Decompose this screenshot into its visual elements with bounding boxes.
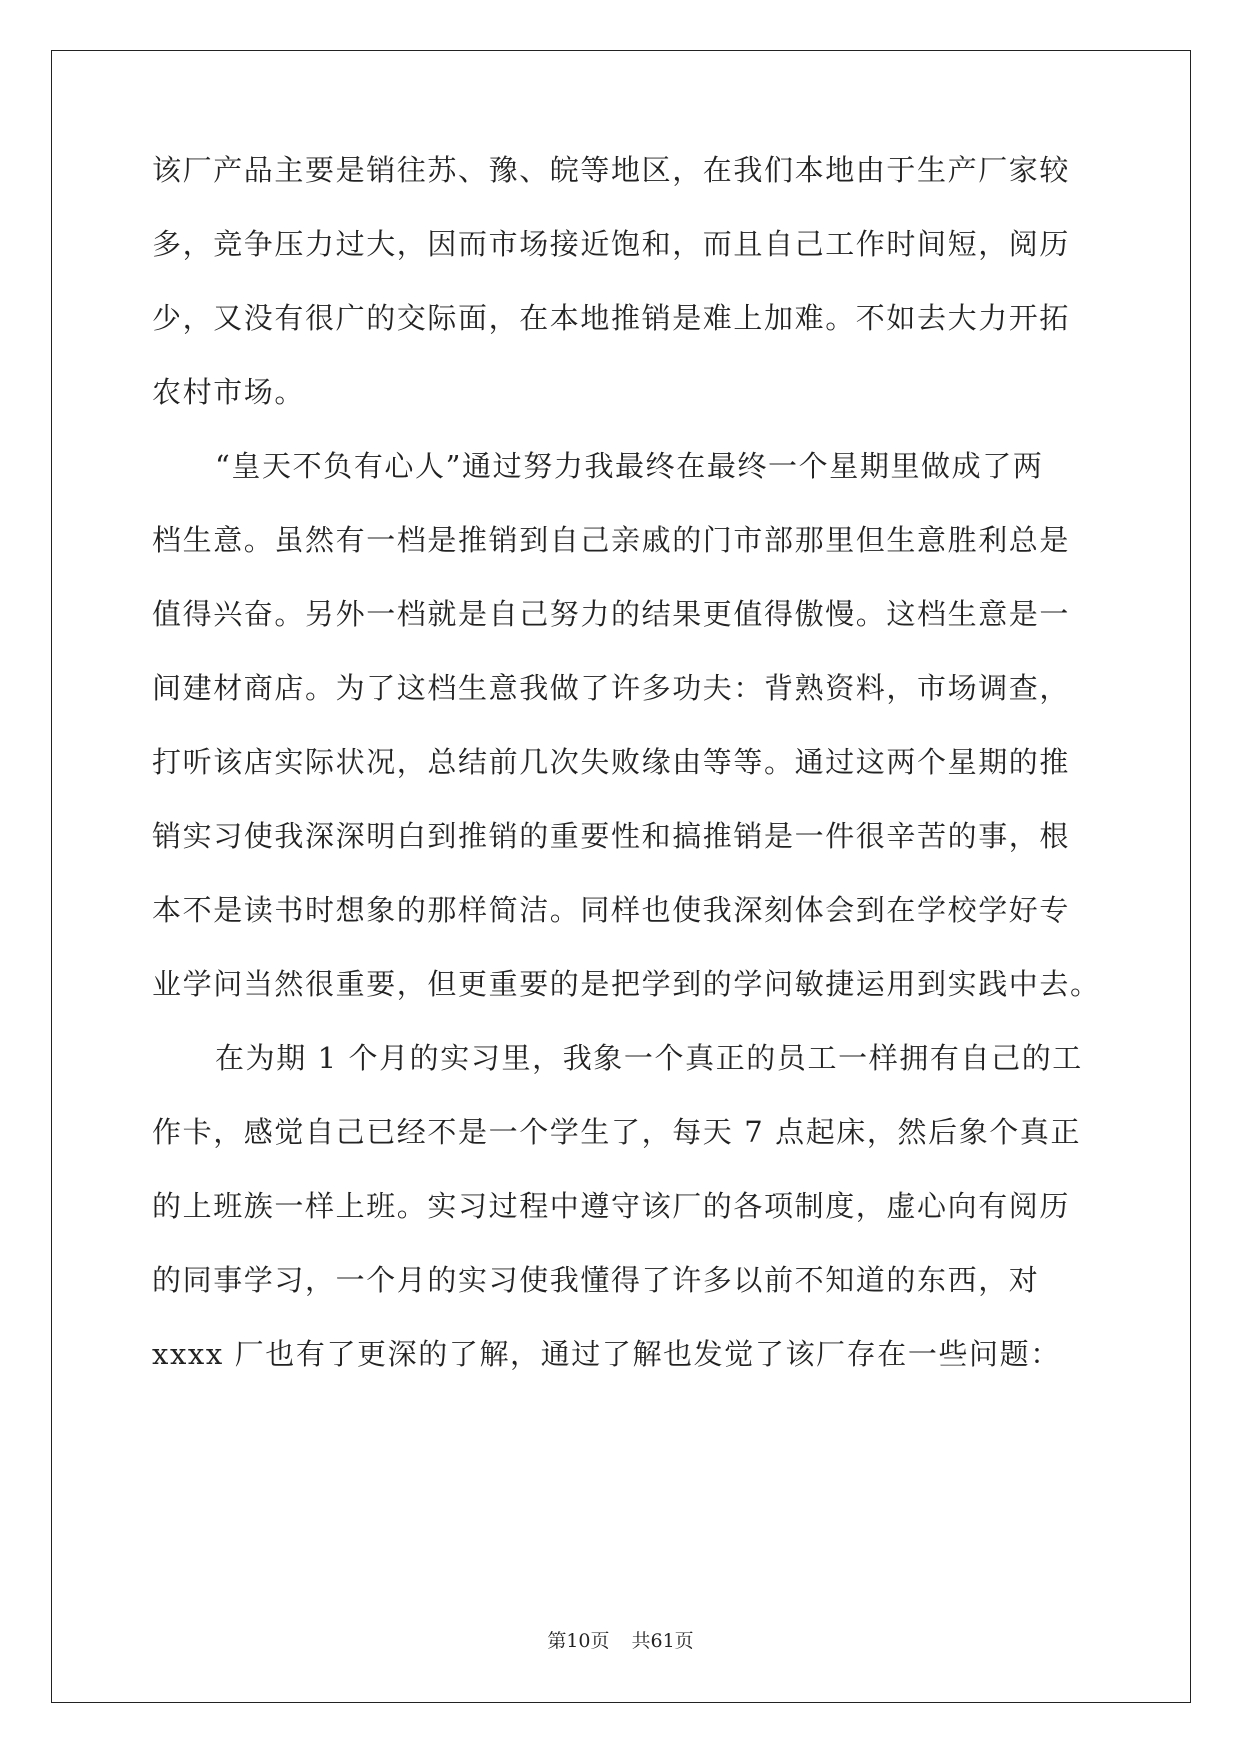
paragraph-first-line: “皇天不负有心人”通过努力我最终在最终一个星期里做成了两 (215, 449, 1044, 483)
page-total: 共61页 (631, 1630, 694, 1652)
page-number: 第10页 (547, 1630, 610, 1652)
body-line: 本不是读书时想象的那样简洁。同样也使我深刻体会到在学校学好专 (152, 893, 1071, 927)
paragraph-first-line: 在为期 1 个月的实习里，我象一个真正的员工一样拥有自己的工 (215, 1041, 1083, 1075)
page-footer (0, 1626, 1241, 1653)
body-line: 农村市场。 (152, 375, 306, 409)
body-line: 打听该店实际状况，总结前几次失败缘由等等。通过这两个星期的推 (152, 745, 1071, 779)
body-line: 值得兴奋。另外一档就是自己努力的结果更值得傲慢。这档生意是一 (152, 597, 1071, 631)
body-line: 业学问当然很重要，但更重要的是把学到的学问敏捷运用到实践中去。 (152, 967, 1101, 1001)
body-line: 档生意。虽然有一档是推销到自己亲戚的门市部那里但生意胜利总是 (152, 523, 1071, 557)
body-line: 作卡，感觉自己已经不是一个学生了，每天 7 点起床，然后象个真正 (152, 1115, 1082, 1149)
body-line: 的上班族一样上班。实习过程中遵守该厂的各项制度，虚心向有阅历 (152, 1189, 1071, 1223)
body-line: xxxx 厂也有了更深的了解，通过了解也发觉了该厂存在一些问题： (152, 1337, 1061, 1371)
body-line: 少，又没有很广的交际面，在本地推销是难上加难。不如去大力开拓 (152, 301, 1071, 335)
page-border (51, 50, 1191, 1703)
body-line: 的同事学习，一个月的实习使我懂得了许多以前不知道的东西，对 (152, 1263, 1040, 1297)
body-line: 间建材商店。为了这档生意我做了许多功夫：背熟资料，市场调查， (152, 671, 1071, 705)
body-line: 销实习使我深深明白到推销的重要性和搞推销是一件很辛苦的事，根 (152, 819, 1071, 853)
body-line: 多，竞争压力过大，因而市场接近饱和，而且自己工作时间短，阅历 (152, 227, 1071, 261)
body-line: 该厂产品主要是销往苏、豫、皖等地区，在我们本地由于生产厂家较 (152, 153, 1071, 187)
